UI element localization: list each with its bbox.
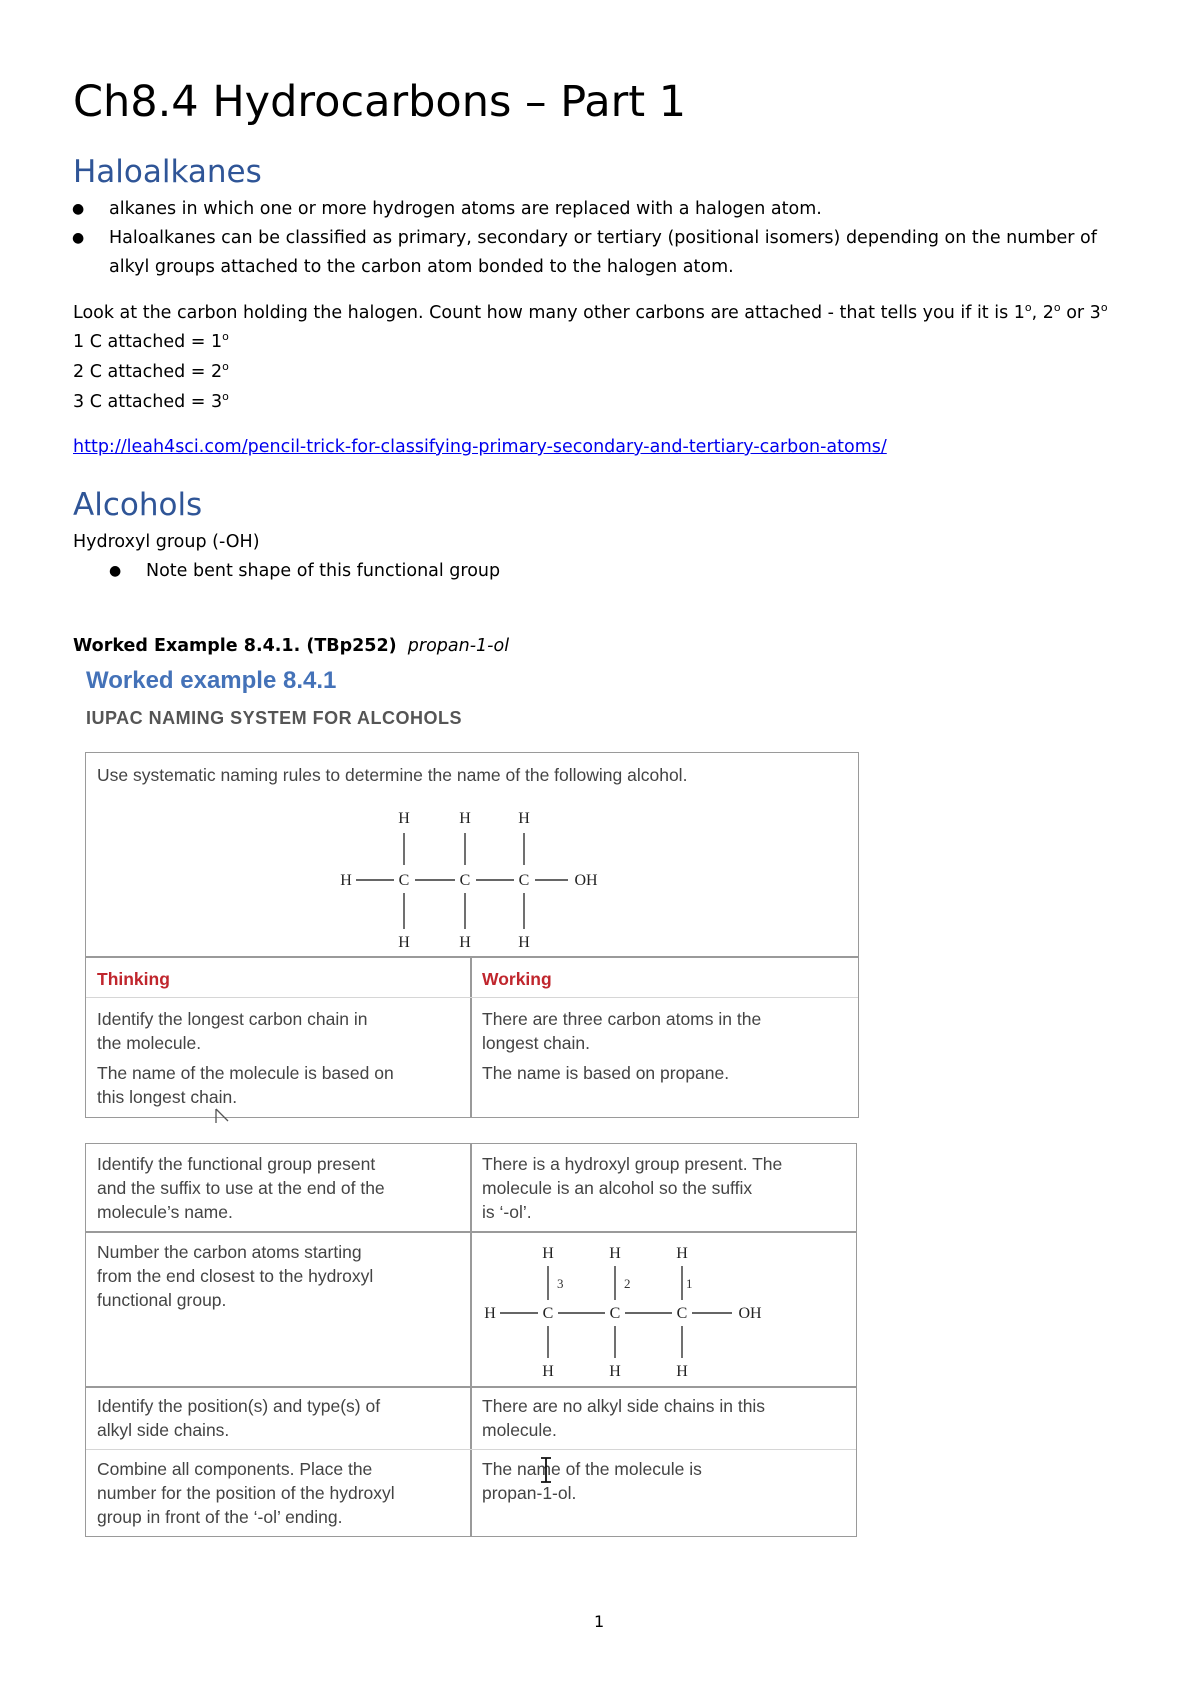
hydroxyl-line: Hydroxyl group (-OH) (73, 532, 260, 552)
question-text: Use systematic naming rules to determine the name of the following alcohol. (97, 765, 688, 785)
haloalkanes-bullet-2-cont: alkyl groups attached to the carbon atom bonded to the halogen atom. (109, 257, 734, 277)
working-step-5: There are no alkyl side chains in this molecule. (482, 1396, 766, 1440)
mouse-cursor-icon (214, 1107, 234, 1127)
table-column-divider (470, 956, 472, 1118)
worked-example-subtitle: IUPAC NAMING SYSTEM FOR ALCOHOLS (86, 708, 462, 728)
thinking-step-4: Number the carbon atoms starting from the end closest to the hydroxyl functional group. (97, 1242, 374, 1310)
atom-c: C (518, 872, 530, 889)
working-step-6: The name of the molecule is propan-1-ol. (482, 1459, 702, 1503)
atom-c: C (459, 872, 471, 889)
atom-h: H (484, 1305, 496, 1322)
atom-h: H (340, 872, 352, 889)
text-cursor-icon (539, 1456, 553, 1484)
atom-c: C (542, 1305, 554, 1322)
worked-example-label: Worked Example 8.4.1. (TBp252) propan-1-ol (73, 636, 510, 656)
rule-tertiary: 3 C attached = $3^o$ (73, 390, 229, 412)
carbon-number: 3 (557, 1276, 564, 1291)
atom-h: H (398, 934, 410, 951)
atom-h: H (609, 1245, 621, 1262)
table-column-divider (470, 1143, 472, 1537)
rule-primary: 1 C attached = $1^o$ (73, 330, 229, 352)
atom-h: H (542, 1245, 554, 1262)
propanol-structure (320, 805, 620, 955)
atom-h: H (609, 1363, 621, 1380)
haloalkanes-bullet-1: alkanes in which one or more hydrogen atoms are replaced with a halogen atom. (109, 199, 822, 219)
thinking-label: Thinking (97, 969, 170, 989)
bullet-icon: ● (72, 201, 85, 217)
bullet-icon: ● (109, 563, 122, 579)
row-divider (86, 1449, 856, 1450)
atom-h: H (542, 1363, 554, 1380)
reference-link[interactable]: http://leah4sci.com/pencil-trick-for-classifying-primary-secondary-and-tertiary-carbon-atoms/ (73, 437, 887, 457)
classification-tip: Look at the carbon holding the halogen. Count how many other carbons are attached - that tells you if it is 1$^o$, 2$^o$ or 3$^o$ (73, 301, 1108, 323)
row-divider (85, 1231, 857, 1233)
working-step-3: There is a hydroxyl group present. The molecule is an alcohol so the suffix is ‘-ol’. (482, 1154, 783, 1222)
thinking-step-2: The name of the molecule is based on this longest chain. (97, 1063, 394, 1107)
thinking-step-5: Identify the position(s) and type(s) of alkyl side chains. (97, 1396, 381, 1440)
atom-h: H (518, 934, 530, 951)
row-divider (86, 997, 858, 998)
carbon-number: 1 (686, 1276, 693, 1291)
atom-h: H (459, 810, 471, 827)
atom-oh: OH (574, 872, 598, 889)
atom-h: H (459, 934, 471, 951)
rule-secondary: 2 C attached = $2^o$ (73, 360, 229, 382)
thinking-step-6: Combine all components. Place the number for the position of the hydroxyl group in front of the ‘-ol’ ending. (97, 1459, 395, 1527)
haloalkanes-bullet-2: Haloalkanes can be classified as primary, secondary or tertiary (positional isomers) depending on the number of (109, 228, 1097, 248)
working-step-2: The name is based on propane. (482, 1063, 730, 1083)
alcohols-bullet: Note bent shape of this functional group (146, 561, 501, 581)
numbered-propanol-structure (476, 1240, 776, 1380)
working-label: Working (482, 969, 552, 989)
haloalkanes-heading: Haloalkanes (73, 154, 262, 190)
atom-h: H (676, 1245, 688, 1262)
atom-c: C (609, 1305, 621, 1322)
bullet-icon: ● (72, 230, 85, 246)
atom-h: H (398, 810, 410, 827)
working-step-1: There are three carbon atoms in the longest chain. (482, 1009, 762, 1053)
thinking-step-3: Identify the functional group present and the suffix to use at the end of the molecule’s name. (97, 1154, 385, 1222)
carbon-number: 2 (624, 1276, 631, 1291)
worked-example-title: Worked example 8.4.1 (86, 667, 337, 694)
page-number: 1 (594, 1612, 605, 1631)
row-divider (85, 1386, 857, 1388)
thinking-step-1: Identify the longest carbon chain in the molecule. (97, 1009, 368, 1053)
atom-oh: OH (738, 1305, 762, 1322)
table-divider (85, 956, 859, 958)
atom-h: H (518, 810, 530, 827)
alcohols-heading: Alcohols (73, 487, 203, 523)
atom-c: C (676, 1305, 688, 1322)
atom-h: H (676, 1363, 688, 1380)
atom-c: C (398, 872, 410, 889)
page-title: Ch8.4 Hydrocarbons – Part 1 (73, 77, 687, 127)
